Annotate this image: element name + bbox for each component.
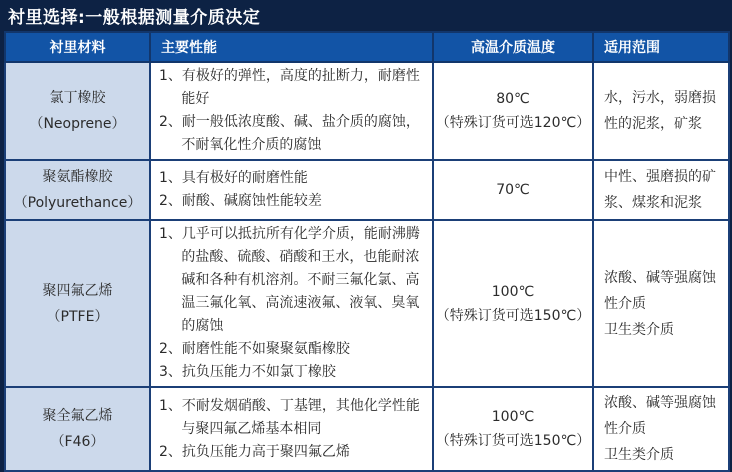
lining-selection-table bbox=[4, 31, 730, 472]
temperature-value: 100℃ bbox=[491, 409, 535, 425]
material-name-en: （Neoprene） bbox=[29, 116, 126, 132]
table-row bbox=[5, 387, 729, 471]
performance-item: 1、几乎可以抵抗所有化学介质，能耐沸腾的盐酸、硫酸、硝酸和王水，也能耐浓碱和各种有机溶剂。不耐三氟化氯、高温三氟化氧、高流速液氟、液氧、臭氧的腐蚀 bbox=[159, 226, 420, 334]
material-name: 聚全氟乙烯 bbox=[42, 408, 113, 424]
scope-item: 卫生类介质 bbox=[604, 447, 674, 463]
material-name-en: （F46） bbox=[50, 434, 105, 450]
performance-item: 2、耐酸、碱腐蚀性能较差 bbox=[159, 193, 322, 209]
scope-cell bbox=[593, 62, 729, 160]
temperature-value: 100℃ bbox=[491, 283, 535, 300]
performance-item: 1、不耐发烟硝酸、丁基锂，其他化学性能与聚四氟乙烯基本相同 bbox=[159, 397, 420, 437]
page-title: 衬里选择:一般根据测量介质决定 bbox=[8, 8, 261, 28]
performance-cell bbox=[150, 160, 433, 220]
scope-cell bbox=[593, 160, 729, 220]
scope-item: 卫生类介质 bbox=[604, 321, 674, 338]
temperature-note: （特殊订货可选120℃） bbox=[435, 115, 591, 131]
temperature-value: 70℃ bbox=[496, 182, 530, 198]
performance-item: 3、抗负压能力不如氯丁橡胶 bbox=[159, 364, 336, 380]
performance-item: 2、抗负压能力高于聚四氟乙烯 bbox=[159, 443, 350, 460]
material-name-en: （Polyurethance） bbox=[13, 195, 142, 211]
performance-cell bbox=[150, 62, 433, 160]
scope-item: 中性、强磨损的矿浆、煤浆和泥浆 bbox=[604, 169, 716, 211]
material-cell bbox=[5, 387, 150, 471]
table-row bbox=[5, 160, 729, 220]
performance-item: 2、耐磨性能不如聚聚氨酯橡胶 bbox=[159, 341, 350, 357]
header-performance: 主要性能 bbox=[150, 32, 433, 62]
table-row bbox=[5, 220, 729, 387]
table-header-row bbox=[5, 32, 729, 62]
table-row bbox=[5, 62, 729, 160]
temperature-value: 80℃ bbox=[496, 91, 530, 107]
performance-cell bbox=[150, 387, 433, 471]
performance-item: 1、具有极好的耐磨性能 bbox=[159, 170, 308, 186]
scope-item: 浓酸、碱等强腐蚀性介质 bbox=[604, 269, 716, 312]
temperature-cell bbox=[433, 220, 593, 387]
material-name: 聚四氟乙烯 bbox=[42, 282, 113, 299]
header-temperature: 高温介质温度 bbox=[433, 32, 593, 62]
temperature-note: （特殊订货可选150℃） bbox=[435, 433, 591, 449]
material-cell bbox=[5, 160, 150, 220]
scope-cell bbox=[593, 220, 729, 387]
scope-item: 浓酸、碱等强腐蚀性介质 bbox=[604, 395, 716, 437]
material-cell bbox=[5, 62, 150, 160]
performance-item: 2、耐一般低浓度酸、碱、盐介质的腐蚀，不耐氧化性介质的腐蚀 bbox=[159, 114, 420, 153]
performance-cell bbox=[150, 220, 433, 387]
scope-item: 水，污水，弱磨损性的泥浆，矿浆 bbox=[604, 90, 716, 132]
material-name: 聚氨酯橡胶 bbox=[42, 169, 113, 185]
header-material: 衬里材料 bbox=[5, 32, 150, 62]
material-cell bbox=[5, 220, 150, 387]
temperature-note: （特殊订货可选150℃） bbox=[435, 307, 591, 324]
header-scope: 适用范围 bbox=[593, 32, 729, 62]
scope-cell bbox=[593, 387, 729, 471]
material-name: 氯丁橡胶 bbox=[49, 90, 106, 106]
material-name-en: （PTFE） bbox=[46, 308, 109, 325]
temperature-cell bbox=[433, 62, 593, 160]
temperature-cell bbox=[433, 160, 593, 220]
performance-item: 1、有极好的弹性，高度的扯断力，耐磨性能好 bbox=[159, 68, 420, 107]
temperature-cell bbox=[433, 387, 593, 471]
